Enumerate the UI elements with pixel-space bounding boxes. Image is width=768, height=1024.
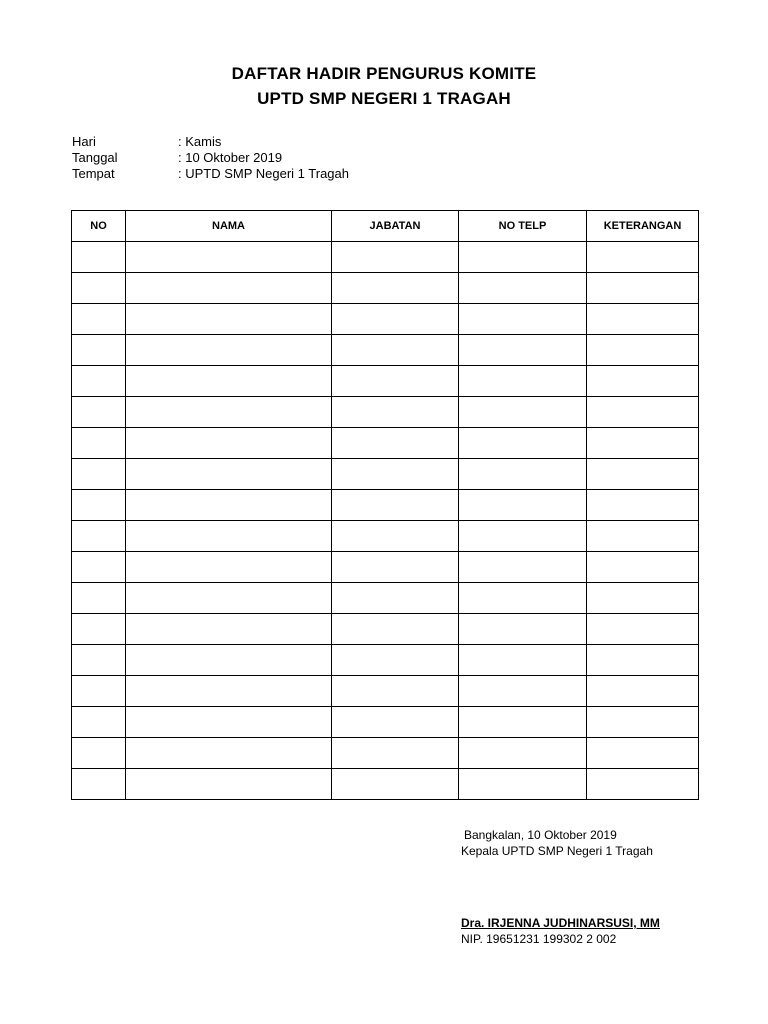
table-cell [459,676,587,707]
table-cell [126,490,332,521]
table-cell [587,397,699,428]
table-cell [587,242,699,273]
table-cell [587,335,699,366]
table-cell [72,521,126,552]
table-cell [332,707,459,738]
header-jabatan: JABATAN [332,211,459,242]
info-row-tanggal [72,150,349,166]
signatory-nip: NIP. 19651231 199302 2 002 [461,932,617,946]
table-cell [587,769,699,800]
table-cell [332,614,459,645]
table-cell [587,366,699,397]
table-cell [459,583,587,614]
table-cell [459,304,587,335]
table-row [72,521,699,552]
table-cell [459,397,587,428]
table-cell [587,676,699,707]
table-cell [126,335,332,366]
table-cell [587,738,699,769]
table-cell [459,645,587,676]
table-cell [332,552,459,583]
table-row [72,242,699,273]
table-cell [126,459,332,490]
info-label: Tanggal [72,150,118,165]
table-cell [332,366,459,397]
header-nama: NAMA [126,211,332,242]
table-row [72,614,699,645]
info-label: Hari [72,134,96,149]
table-cell [459,707,587,738]
table-cell [587,521,699,552]
table-cell [459,552,587,583]
table-cell [587,490,699,521]
table-cell [587,645,699,676]
table-cell [459,366,587,397]
table-cell [332,583,459,614]
table-cell [126,676,332,707]
info-row-tempat [72,166,349,182]
table-row [72,552,699,583]
table-cell [332,397,459,428]
table-cell [72,366,126,397]
table-cell [459,769,587,800]
table-cell [332,304,459,335]
table-cell [459,273,587,304]
table-cell [126,521,332,552]
table-cell [126,552,332,583]
table-header-row [72,211,699,242]
table-row [72,676,699,707]
table-row [72,335,699,366]
table-row [72,428,699,459]
table-cell [72,335,126,366]
info-value: : UPTD SMP Negeri 1 Tragah [178,166,349,181]
table-cell [587,707,699,738]
table-cell [72,707,126,738]
attendance-table [71,210,699,800]
table-cell [126,428,332,459]
table-row [72,707,699,738]
table-cell [72,769,126,800]
table-cell [459,428,587,459]
table-row [72,397,699,428]
table-row [72,366,699,397]
table-cell [72,459,126,490]
table-cell [72,397,126,428]
info-row-hari [72,134,349,150]
table-row [72,645,699,676]
table-cell [459,738,587,769]
table-cell [72,645,126,676]
table-row [72,490,699,521]
table-cell [587,583,699,614]
table-cell [459,242,587,273]
table-body [72,242,699,800]
table-cell [587,459,699,490]
signatory-role: Kepala UPTD SMP Negeri 1 Tragah [461,844,653,858]
table-cell [332,490,459,521]
table-cell [587,273,699,304]
table-cell [72,676,126,707]
table-cell [72,738,126,769]
table-cell [126,242,332,273]
table-row [72,583,699,614]
table-row [72,273,699,304]
table-cell [332,738,459,769]
table-cell [126,769,332,800]
place-date: Bangkalan, 10 Oktober 2019 [464,828,617,842]
table-cell [332,428,459,459]
table-cell [332,335,459,366]
table-cell [126,273,332,304]
table-cell [72,490,126,521]
signatory-name: Dra. IRJENNA JUDHINARSUSI, MM [461,916,660,930]
table-cell [72,552,126,583]
table-cell [459,459,587,490]
table-cell [332,242,459,273]
table-cell [459,521,587,552]
table-row [72,769,699,800]
table-cell [72,428,126,459]
table-cell [126,366,332,397]
table-cell [72,304,126,335]
table-cell [126,583,332,614]
table-cell [332,521,459,552]
table-row [72,738,699,769]
header-keterangan: KETERANGAN [587,211,699,242]
table-cell [126,614,332,645]
table-cell [72,242,126,273]
table-cell [587,552,699,583]
table-cell [126,397,332,428]
table-cell [459,614,587,645]
table-cell [332,676,459,707]
table-cell [72,614,126,645]
table-cell [459,490,587,521]
table-cell [587,614,699,645]
table-cell [459,335,587,366]
table-cell [126,738,332,769]
header-no-telp: NO TELP [459,211,587,242]
header-no: NO [72,211,126,242]
document-subtitle: UPTD SMP NEGERI 1 TRAGAH [257,89,511,108]
table-row [72,304,699,335]
table-cell [72,583,126,614]
table-cell [587,304,699,335]
document-title: DAFTAR HADIR PENGURUS KOMITE [231,64,537,83]
table-cell [126,304,332,335]
table-cell [72,273,126,304]
info-label: Tempat [72,166,115,181]
table-cell [126,707,332,738]
table-cell [332,273,459,304]
table-cell [126,645,332,676]
table-cell [332,459,459,490]
table-cell [332,769,459,800]
info-value: : 10 Oktober 2019 [178,150,283,165]
table-row [72,459,699,490]
info-value: : Kamis [178,134,222,149]
meeting-info [72,134,349,182]
table-cell [587,428,699,459]
table-cell [332,645,459,676]
